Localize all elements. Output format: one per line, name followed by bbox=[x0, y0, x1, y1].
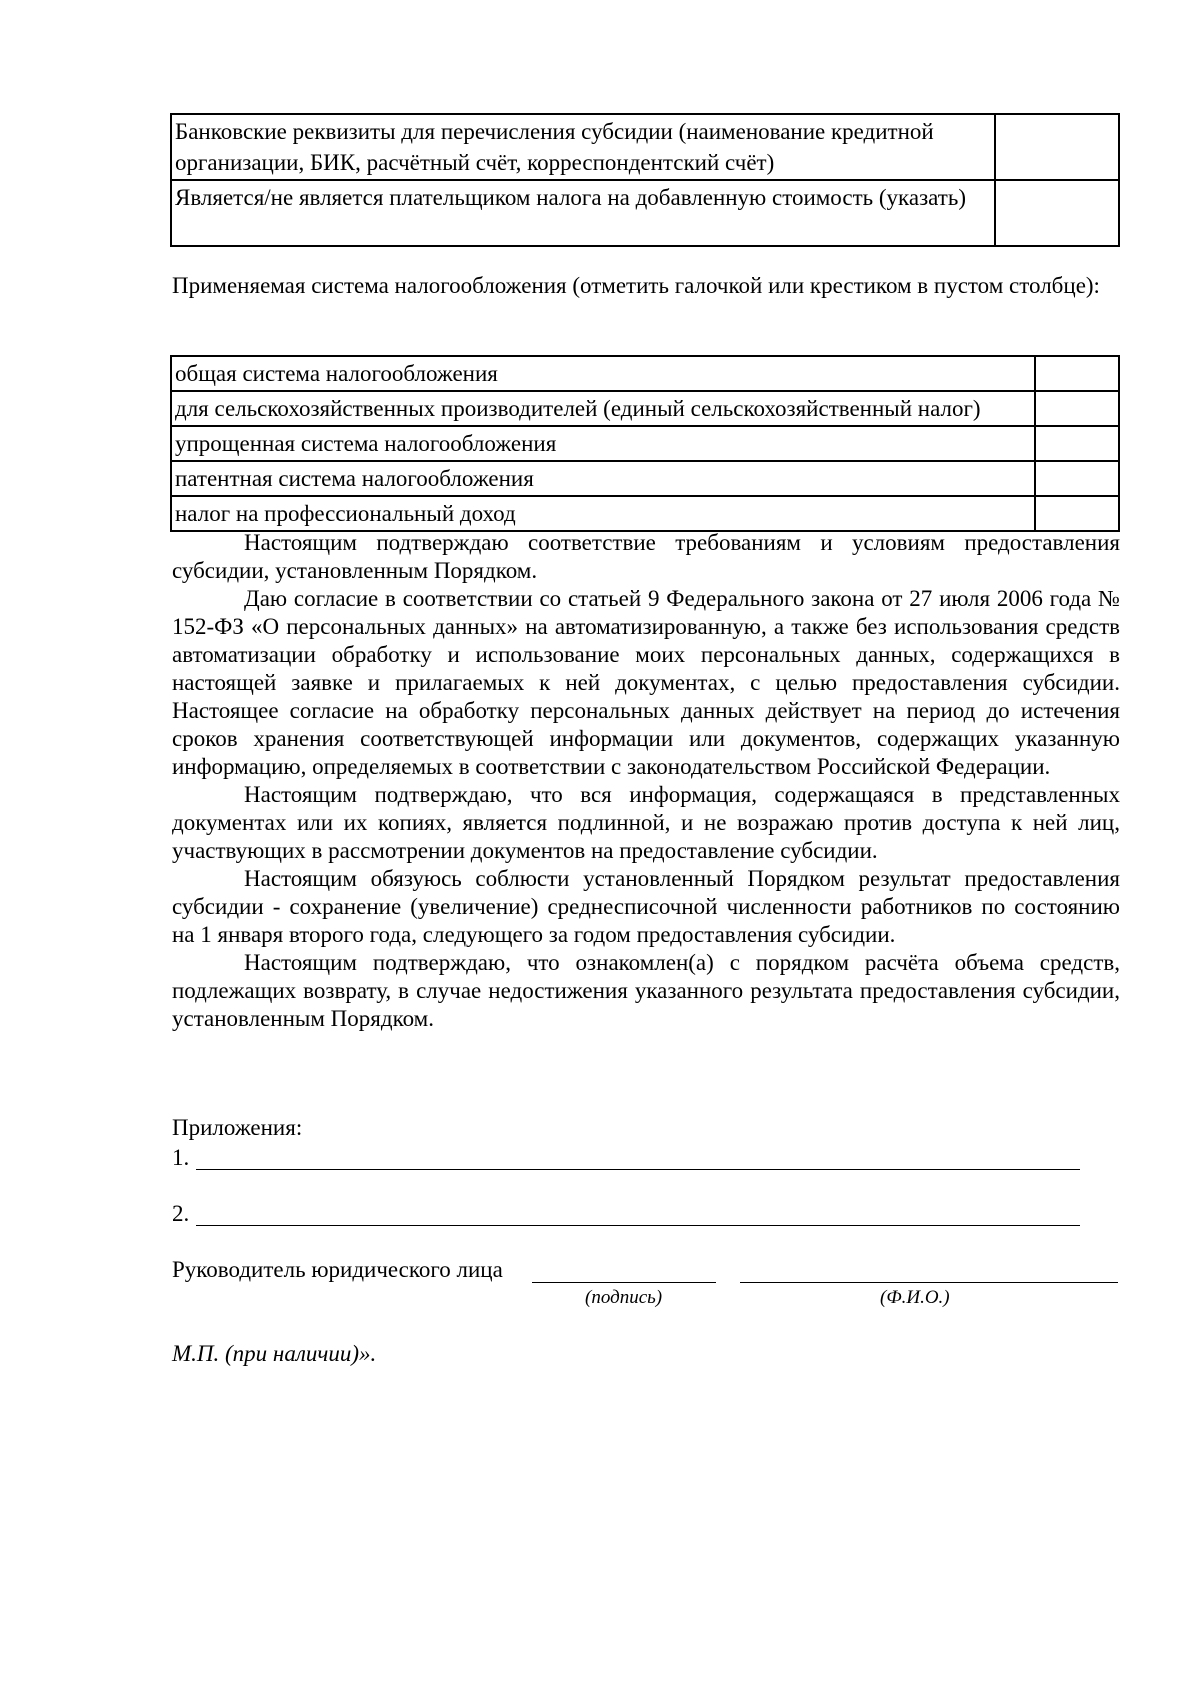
appendix-input-line[interactable] bbox=[196, 1225, 1080, 1226]
requisites-table bbox=[170, 113, 1120, 247]
appendices-title: Приложения: bbox=[172, 1115, 303, 1140]
full-name-caption: (Ф.И.О.) bbox=[880, 1287, 950, 1308]
tax-system-label: налог на профессиональный доход bbox=[171, 496, 1035, 531]
signature-line[interactable] bbox=[532, 1282, 716, 1283]
table-row bbox=[171, 391, 1119, 426]
personal-data-consent-paragraph: Даю согласие в соответствии со статьей 9 Федерального закона от 27 июля 2006 года № 152-ФЗ «О персональных данных» на автоматизированную, а также без использования средств автоматизации обработку и использование моих персональных данных, содержащихся в настоящей заявке и прилагаемых к ней документах, с целью предоставления субсидии. Настоящее согласие на обработку персональных данных действует на период до истечения сроков хранения соответствующей информации или документов, содержащих указанную информацию, определяемых в соответствии с законодательством Российской Федерации. bbox=[172, 586, 1120, 779]
tax-system-label: патентная система налогообложения bbox=[171, 461, 1035, 496]
appendix-line bbox=[172, 1144, 189, 1172]
full-name-line[interactable] bbox=[740, 1282, 1118, 1283]
tax-system-checkbox[interactable] bbox=[1035, 391, 1119, 426]
appendix-input-line[interactable] bbox=[196, 1169, 1080, 1170]
table-row bbox=[171, 114, 1119, 180]
table-row bbox=[171, 461, 1119, 496]
appendix-number: 2. bbox=[172, 1201, 190, 1226]
table-row bbox=[171, 180, 1119, 246]
tax-system-label: общая система налогообложения bbox=[171, 356, 1035, 391]
tax-system-checkbox[interactable] bbox=[1035, 496, 1119, 531]
vat-status-label: Является/не является плательщиком налога на добавленную стоимость (указать) bbox=[171, 180, 995, 246]
tax-system-checkbox[interactable] bbox=[1035, 426, 1119, 461]
appendix-number: 1. bbox=[172, 1145, 190, 1170]
tax-system-checkbox[interactable] bbox=[1035, 356, 1119, 391]
tax-system-table bbox=[170, 355, 1120, 532]
declaration-body bbox=[172, 529, 1120, 1033]
bank-details-label: Банковские реквизиты для перечисления субсидии (наименование кредитной организации, БИК, расчётный счёт, корреспондентский счёт) bbox=[171, 114, 995, 180]
bank-details-field[interactable] bbox=[995, 114, 1119, 180]
signatory-label: Руководитель юридического лица bbox=[172, 1257, 503, 1282]
refund-awareness-paragraph: Настоящим подтверждаю, что ознакомлен(а) с порядком расчёта объема средств, подлежащих возврату, в случае недостижения указанного результата предоставления субсидии, установленным Порядком. bbox=[172, 950, 1120, 1031]
table-row bbox=[171, 496, 1119, 531]
tax-system-label: для сельскохозяйственных производителей (единый сельскохозяйственный налог) bbox=[171, 391, 1035, 426]
vat-status-field[interactable] bbox=[995, 180, 1119, 246]
compliance-paragraph: Настоящим подтверждаю соответствие требованиям и условиям предоставления субсидии, установленным Порядком. bbox=[172, 530, 1120, 583]
obligation-paragraph: Настоящим обязуюсь соблюсти установленный Порядком результат предоставления субсидии - сохранение (увеличение) среднесписочной численности работников по состоянию на 1 января второго года, следующего за годом предоставления субсидии. bbox=[172, 866, 1120, 947]
table-row bbox=[171, 426, 1119, 461]
signature-caption: (подпись) bbox=[585, 1287, 663, 1308]
tax-system-label: упрощенная система налогообложения bbox=[171, 426, 1035, 461]
authenticity-paragraph: Настоящим подтверждаю, что вся информация, содержащаяся в представленных документах или их копиях, является подлинной, и не возражаю против доступа к ней лиц, участвующих в рассмотрении документов на предоставление субсидии. bbox=[172, 782, 1120, 863]
table-row bbox=[171, 356, 1119, 391]
stamp-note: М.П. (при наличии)». bbox=[172, 1341, 377, 1366]
tax-system-checkbox[interactable] bbox=[1035, 461, 1119, 496]
appendix-line bbox=[172, 1200, 189, 1228]
tax-system-intro: Применяемая система налогообложения (отметить галочкой или крестиком в пустом столбце): bbox=[172, 273, 1100, 298]
